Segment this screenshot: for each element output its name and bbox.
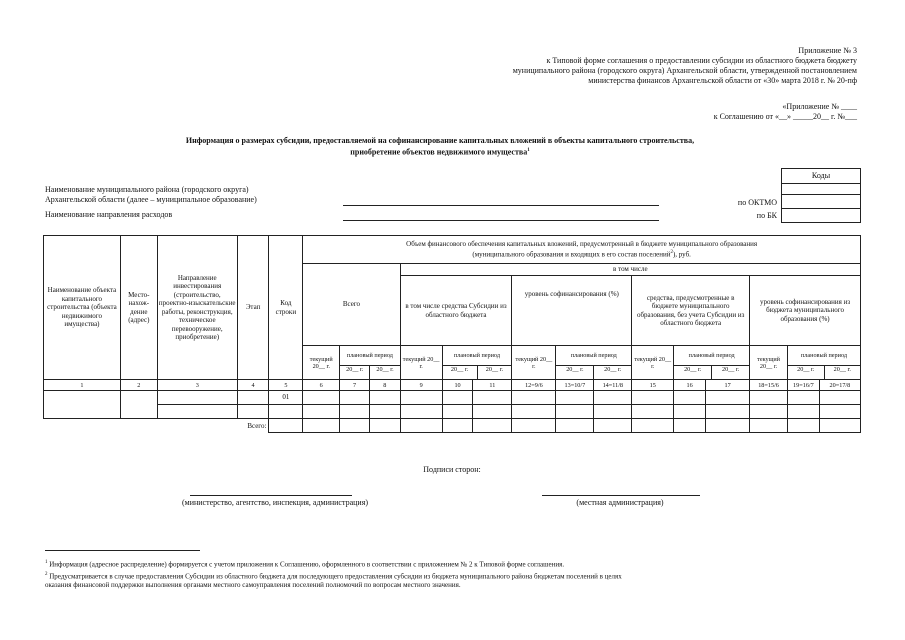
data-cell[interactable]: [750, 405, 788, 419]
total-cell[interactable]: [400, 419, 442, 433]
direction-cell[interactable]: [157, 391, 237, 405]
column-number: 17: [706, 380, 750, 391]
data-cell[interactable]: [819, 391, 860, 405]
oktmo-code-cell[interactable]: [782, 195, 861, 209]
column-number: 13=10/7: [556, 380, 594, 391]
municipality-label: [45, 185, 365, 205]
total-cell[interactable]: [442, 419, 473, 433]
codes-header: Коды: [782, 169, 861, 184]
annex-ref-line-2: к Соглашению от «__» _____20__ г. №___: [713, 112, 857, 121]
year-cell: 20__ г.: [485, 366, 504, 373]
subsidy-planned-header: [442, 346, 512, 380]
data-cell[interactable]: [788, 405, 820, 419]
municipality-label-1: Наименование муниципального района (городского округа): [45, 185, 249, 194]
data-cell[interactable]: [788, 391, 820, 405]
column-number: 2: [120, 380, 157, 391]
appendix-line-2: к Типовой форме соглашения о предоставлении субсидии из областного бюджета бюджету: [546, 56, 857, 65]
data-cell[interactable]: [442, 391, 473, 405]
year-cell: 20__ г.: [721, 366, 740, 373]
title-footnote-mark: 1: [527, 148, 530, 153]
column-number: 9: [400, 380, 442, 391]
year-cell: 20__ г.: [443, 366, 478, 379]
stage-cell[interactable]: [237, 391, 269, 405]
appendix-line-4: министерства финансов Архангельской области от «30» марта 2018 г. № 20-пф: [588, 76, 857, 85]
total-cell[interactable]: [632, 419, 674, 433]
data-cell[interactable]: [303, 391, 340, 405]
col-location-header: Место-нахож-дение (адрес): [120, 236, 157, 380]
total-cell[interactable]: [473, 419, 512, 433]
col-direction-header: Направление инвестирования (строительство, проектно-изыскательские работы, реконструкция, техническое перевооружение, приобретение): [157, 236, 237, 380]
total-cell[interactable]: [303, 419, 340, 433]
data-cell[interactable]: [556, 405, 594, 419]
year-cell: 20__ г.: [340, 366, 370, 379]
data-cell[interactable]: [750, 391, 788, 405]
cofin-planned-header: [556, 346, 632, 380]
data-cell[interactable]: [512, 391, 556, 405]
data-cell[interactable]: [303, 405, 340, 419]
bk-code-cell[interactable]: [782, 209, 861, 223]
object-cell[interactable]: [44, 391, 121, 419]
location-cell[interactable]: [120, 391, 157, 419]
data-cell[interactable]: [473, 391, 512, 405]
data-cell[interactable]: [473, 405, 512, 419]
funding-header-line-2: (муниципального образования и входящих в его состав поселений: [472, 250, 671, 259]
municipality-field-line[interactable]: [343, 205, 659, 206]
total-cell[interactable]: [819, 419, 860, 433]
column-number: 16: [674, 380, 706, 391]
subsidy-current-header: текущий 20__ г.: [400, 346, 442, 380]
data-cell[interactable]: [632, 405, 674, 419]
data-cell[interactable]: [340, 405, 370, 419]
codes-box: [781, 168, 861, 223]
footnote-2-text-b: оказания финансовой поддержки выполнения органами местного самоуправления поселений полномочий по вопросам местного значения.: [45, 580, 461, 589]
signature-caption-right: (местная администрация): [576, 498, 664, 507]
total-row: [44, 419, 861, 433]
total-planned-header: [340, 346, 400, 380]
data-cell[interactable]: [340, 391, 370, 405]
direction-cell[interactable]: [157, 405, 237, 419]
data-cell[interactable]: [400, 391, 442, 405]
total-cell[interactable]: [340, 419, 370, 433]
footnote-2-mark: 2: [45, 572, 48, 577]
own-planned-header: [674, 346, 750, 380]
column-number: 18=15/6: [750, 380, 788, 391]
total-cell[interactable]: [706, 419, 750, 433]
data-cell[interactable]: [556, 391, 594, 405]
cofin-planned-label: плановый период: [556, 346, 631, 366]
signature-line-left[interactable]: [190, 495, 352, 496]
annex-ref-line-1: «Приложение № ____: [782, 102, 857, 111]
signature-caption-left: (министерство, агентство, инспекция, администрация): [181, 498, 369, 507]
footnote-2-text-a: Предусматривается в случае предоставления Субсидии из областного бюджета для последующего предоставления субсидии из бюджета муниципального района бюджетам поселений в целях: [49, 572, 622, 581]
data-cell[interactable]: [706, 391, 750, 405]
regional-planned-header: [788, 346, 861, 380]
cofin-current-header: текущий 20__ г.: [512, 346, 556, 380]
data-cell[interactable]: [706, 405, 750, 419]
total-header: Всего: [303, 264, 400, 346]
year-cell: 20__ г.: [604, 366, 622, 373]
total-cell[interactable]: [369, 419, 400, 433]
funding-header: [303, 236, 861, 264]
data-cell[interactable]: [400, 405, 442, 419]
stage-cell[interactable]: [237, 405, 269, 419]
footnote-1: [45, 559, 865, 569]
data-cell[interactable]: [369, 405, 400, 419]
subsidy-planned-label: плановый период: [443, 346, 512, 366]
bk-label: по БК: [756, 211, 777, 220]
year-cell: 20__ г.: [376, 366, 394, 373]
appendix-line-1: Приложение № 3: [798, 46, 857, 55]
own-current-header: текущий 20__ г.: [632, 346, 674, 380]
year-cell: 20__ г.: [556, 366, 594, 379]
codes-blank-cell: [782, 184, 861, 195]
expense-direction-field-line[interactable]: [343, 220, 659, 221]
appendix-header: [337, 46, 857, 86]
data-cell[interactable]: [512, 405, 556, 419]
data-cell[interactable]: [594, 391, 632, 405]
including-header: в том числе: [400, 264, 860, 276]
expense-direction-label: Наименование направления расходов: [45, 210, 173, 219]
column-numbers-row: [44, 380, 861, 391]
signatures-title: Подписи сторон:: [423, 465, 481, 474]
column-number: 7: [340, 380, 370, 391]
total-cell[interactable]: [788, 419, 820, 433]
cofin-level-regional-header: уровень софинансирования из бюджета муниципального образования (%): [750, 276, 861, 346]
data-cell[interactable]: [369, 391, 400, 405]
column-number: 1: [44, 380, 121, 391]
total-cell[interactable]: [512, 419, 556, 433]
funding-footnote-mark: 2: [670, 249, 673, 255]
total-cell[interactable]: [594, 419, 632, 433]
column-number: 3: [157, 380, 237, 391]
table-row[interactable]: [44, 391, 861, 405]
column-number: 11: [473, 380, 512, 391]
data-cell[interactable]: [632, 391, 674, 405]
total-cell[interactable]: [674, 419, 706, 433]
municipality-label-2: Архангельской области (далее – муниципальное образование): [45, 195, 257, 204]
own-planned-label: плановый период: [674, 346, 749, 366]
col-stage-header: Этап: [237, 236, 269, 380]
year-cell: 20__ г.: [674, 366, 712, 379]
data-cell[interactable]: [674, 391, 706, 405]
total-planned-label: плановый период: [340, 346, 399, 366]
column-number: 8: [369, 380, 400, 391]
data-cell[interactable]: [594, 405, 632, 419]
row-code-cell[interactable]: [269, 405, 303, 419]
total-cell[interactable]: [556, 419, 594, 433]
regional-planned-label: плановый период: [788, 346, 860, 366]
funding-header-line-3: ), руб.: [672, 250, 691, 259]
funding-header-line-1: Объем финансового обеспечения капитальных вложений, предусмотренный в бюджете муниципального образования: [406, 240, 758, 249]
annex-reference: [557, 102, 857, 122]
column-number: 15: [632, 380, 674, 391]
data-cell[interactable]: [442, 405, 473, 419]
own-funds-header: средства, предусмотренные в бюджете муниципального образования, без учета Субсидии из областного бюджета: [632, 276, 750, 346]
col-code-header: Код строки: [269, 236, 303, 380]
footnote-1-mark: 1: [45, 560, 48, 565]
total-cell[interactable]: [750, 419, 788, 433]
column-number: 5: [269, 380, 303, 391]
total-current-header: текущий 20__ г.: [303, 346, 340, 380]
document-title: [60, 136, 820, 158]
col-object-header: Наименование объекта капитального строительства (объекта недвижимого имущества): [44, 236, 121, 380]
total-row-label: Всего:: [247, 421, 267, 430]
row-code-cell: 01: [269, 391, 303, 405]
signature-line-right[interactable]: [542, 495, 700, 496]
appendix-line-3: муниципального района (городского округа) Архангельской области, утвержденной постановлением: [512, 66, 857, 75]
subsidy-header: в том числе средства Субсидии из областного бюджета: [400, 276, 512, 346]
year-cell: 20__ г.: [788, 366, 825, 379]
year-cell: 20__ г.: [833, 366, 851, 373]
column-number: 12=9/6: [512, 380, 556, 391]
regional-current-header: текущий 20__ г.: [750, 346, 788, 380]
column-number: 14=11/8: [594, 380, 632, 391]
footnote-2: [45, 571, 865, 589]
column-number: 19=16/7: [788, 380, 820, 391]
oktmo-label: по ОКТМО: [737, 198, 777, 207]
cofin-level-header: уровень софинансирования (%): [512, 276, 632, 346]
footnote-separator: [45, 550, 200, 551]
data-cell[interactable]: [819, 405, 860, 419]
footnote-1-text: Информация (адресное распределение) формируется с учетом приложения к Соглашению, оформленного в соответствии с приложением № 2 к Типовой форме соглашения.: [49, 560, 565, 569]
data-cell[interactable]: [674, 405, 706, 419]
column-number: 6: [303, 380, 340, 391]
total-cell[interactable]: [269, 419, 303, 433]
column-number: 20=17/8: [819, 380, 860, 391]
title-line-2: приобретение объектов недвижимого имущества: [350, 147, 528, 157]
column-number: 4: [237, 380, 269, 391]
column-number: 10: [442, 380, 473, 391]
title-line-1: Информация о размерах субсидии, предоставляемой на софинансирование капитальных вложений в объекты капитального строительства,: [185, 136, 695, 145]
subsidy-table: [43, 235, 861, 433]
table-row[interactable]: [44, 405, 861, 419]
